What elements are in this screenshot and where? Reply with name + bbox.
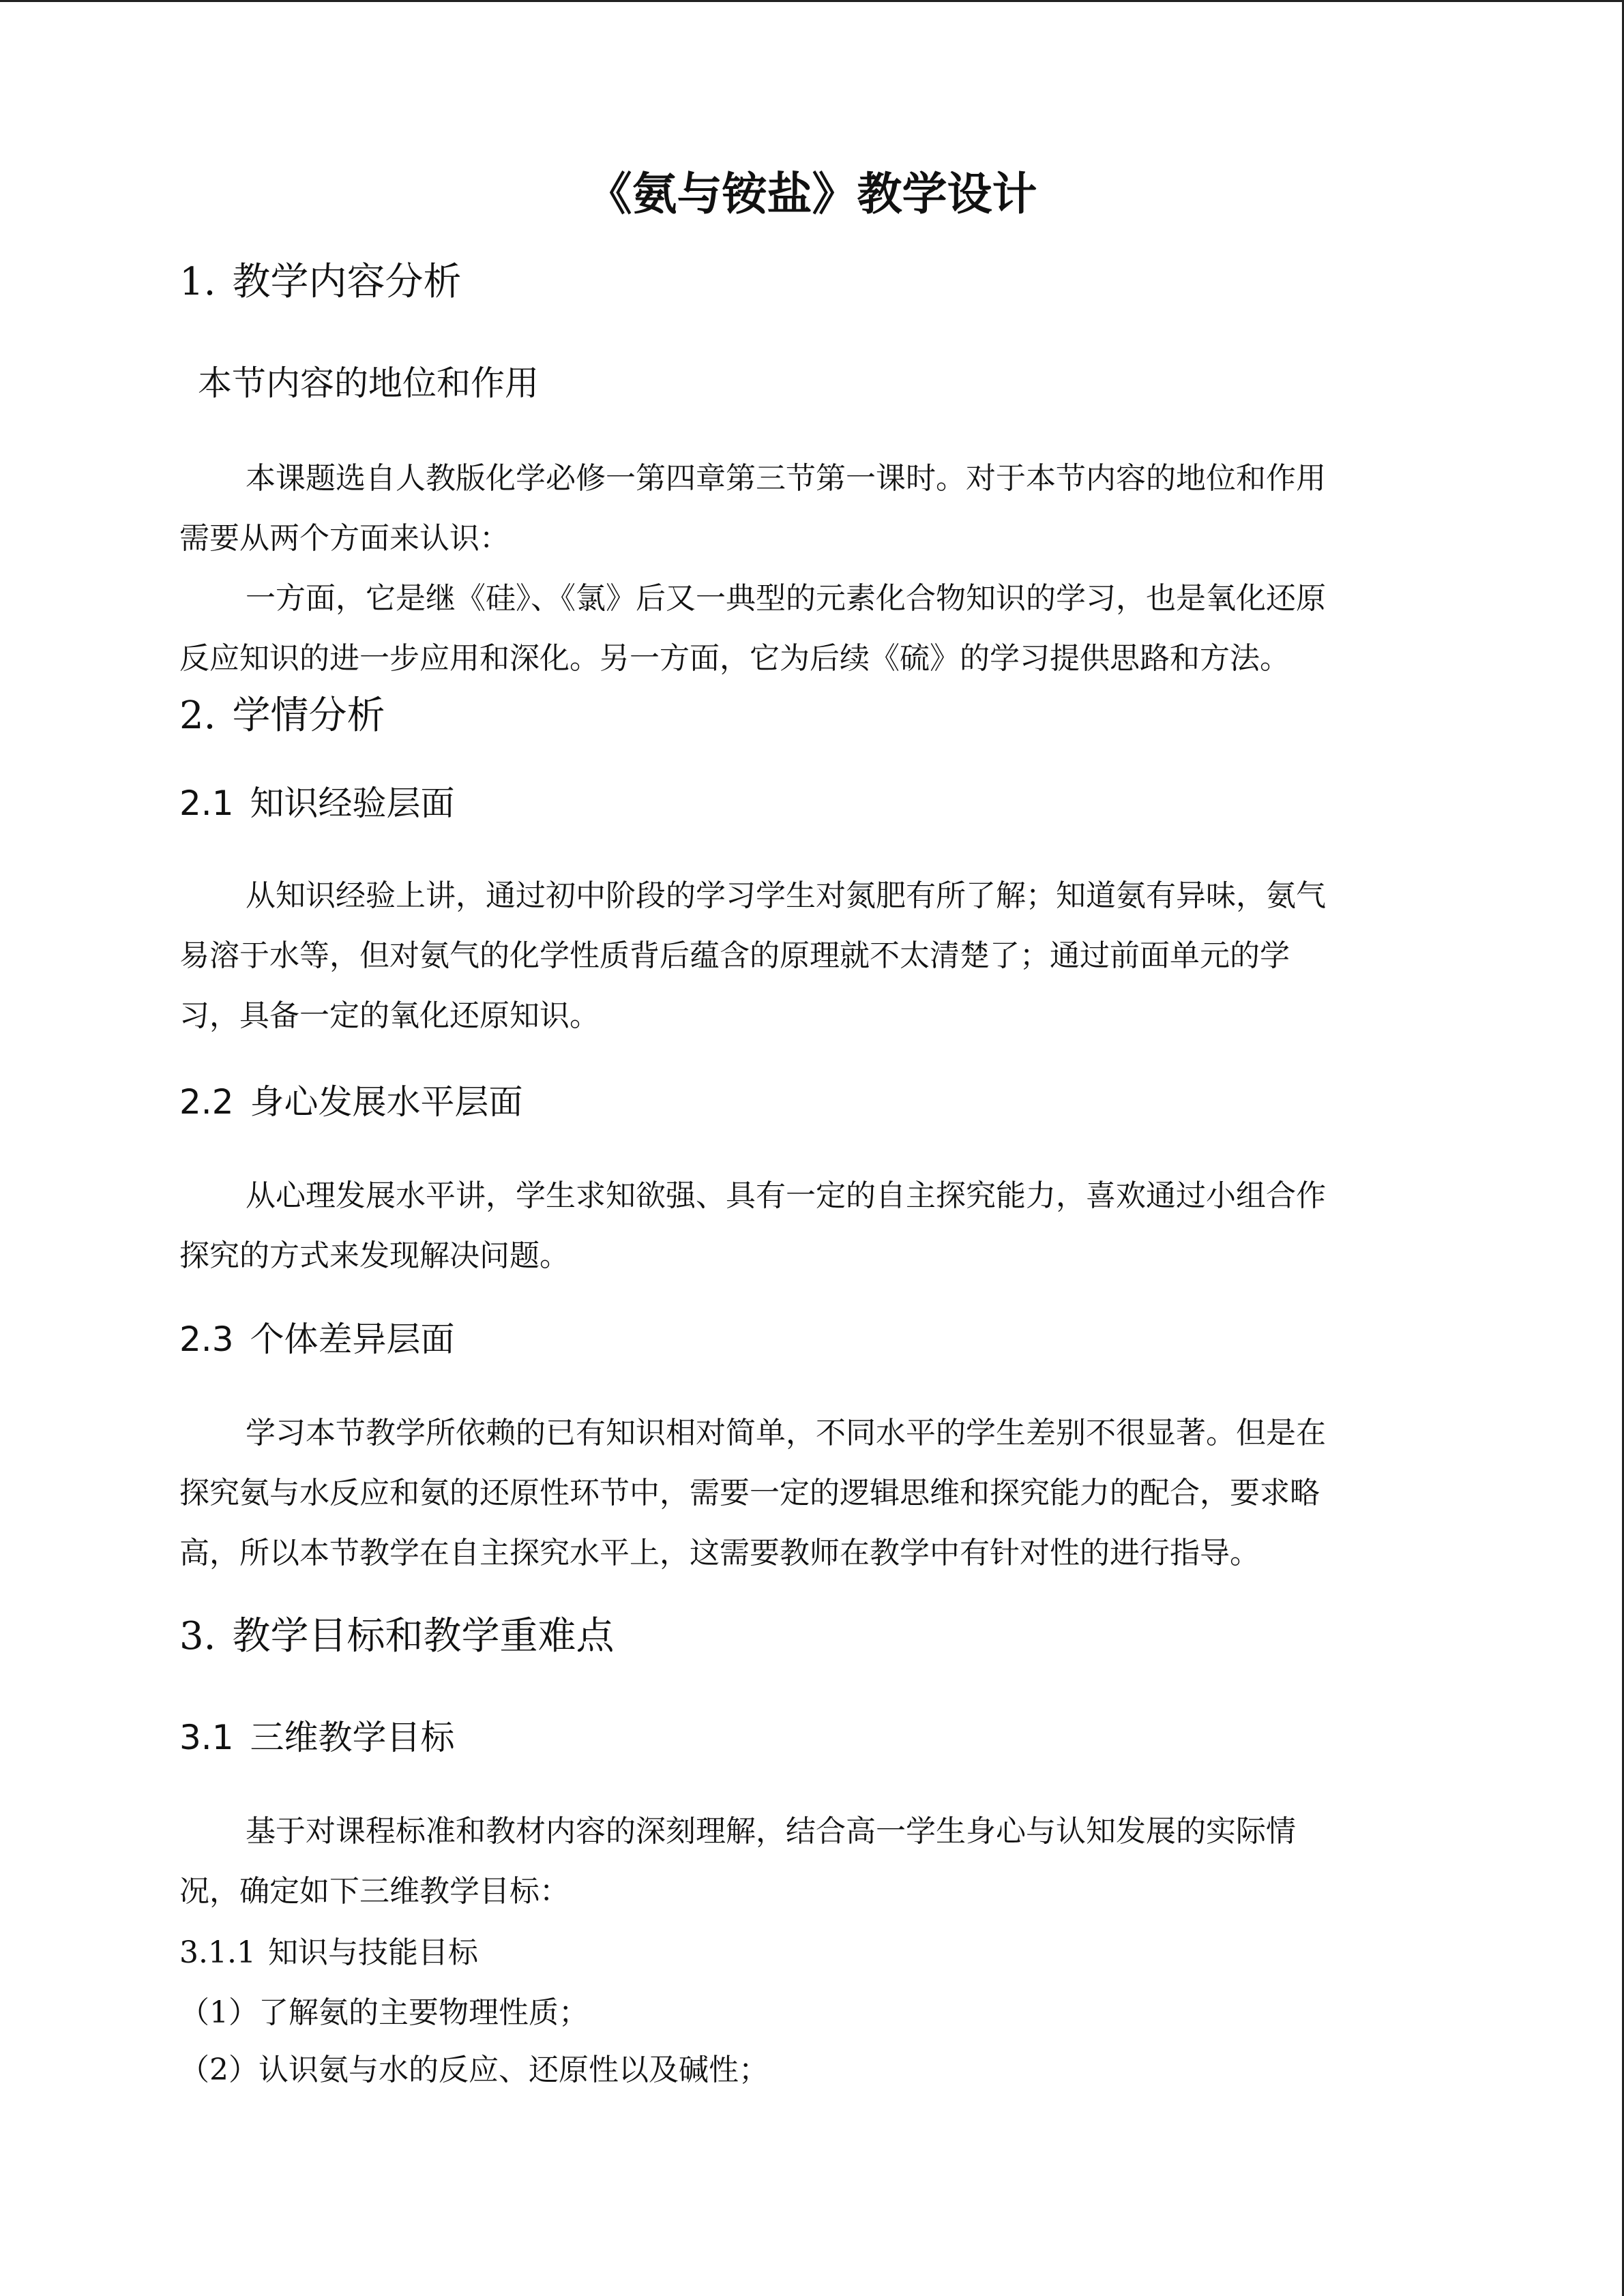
- paragraph-line: 需要从两个方面来认识：: [179, 521, 510, 556]
- paragraph-line: 反应知识的进一步应用和深化。另一方面，它为后续《硫》的学习提供思路和方法。: [179, 641, 1290, 676]
- paragraph-line: 探究的方式来发现解决问题。: [179, 1238, 570, 1273]
- subsection-2-3-heading: [179, 1315, 455, 1364]
- subsection-3-1-1-heading: [179, 1931, 478, 1975]
- subsection-2-1-number: 2.1: [179, 784, 234, 823]
- subsection-2-3-title: 个体差异层面: [250, 1320, 455, 1359]
- list-item: （2）认识氨与水的反应、还原性以及碱性；: [179, 2053, 769, 2087]
- section-3-title: 教学目标和教学重难点: [232, 1614, 615, 1658]
- paragraph-line: 基于对课程标准和教材内容的深刻理解，结合高一学生身心与认知发展的实际情: [246, 1814, 1296, 1849]
- subsection-2-3-number: 2.3: [179, 1320, 234, 1359]
- section-2-number: 2.: [179, 694, 216, 738]
- section-2-heading: [179, 689, 385, 743]
- paragraph-line: 一方面，它是继《硅》、《氯》后又一典型的元素化合物知识的学习，也是氧化还原: [246, 581, 1326, 616]
- subsection-3-1-title: 三维教学目标: [250, 1718, 455, 1757]
- paragraph-line: 从心理发展水平讲，学生求知欲强、具有一定的自主探究能力，喜欢通过小组合作: [246, 1178, 1326, 1213]
- subsection-2-1-heading: [179, 779, 455, 828]
- document-title: 《氨与铵盐》教学设计: [587, 168, 1037, 220]
- section-3-heading: [179, 1609, 614, 1664]
- subsection-3-1-1-number: 3.1.1: [179, 1935, 256, 1970]
- section-1-number: 1.: [179, 260, 216, 304]
- subsection-2-2-number: 2.2: [179, 1082, 234, 1122]
- paragraph-line: 学习本节教学所依赖的已有知识相对简单，不同水平的学生差别不很显著。但是在: [246, 1416, 1326, 1450]
- section-2-title: 学情分析: [232, 694, 385, 738]
- subsection-3-1-number: 3.1: [179, 1718, 234, 1757]
- subsection-2-2-title: 身心发展水平层面: [250, 1082, 523, 1122]
- section-1-title: 教学内容分析: [232, 260, 462, 304]
- paragraph-line: 况，确定如下三维教学目标：: [179, 1874, 570, 1909]
- paragraph-line: 探究氨与水反应和氨的还原性环节中，需要一定的逻辑思维和探究能力的配合，要求略: [179, 1476, 1320, 1510]
- subsection-3-1-heading: [179, 1713, 455, 1762]
- subsection-2-1-title: 知识经验层面: [250, 784, 455, 823]
- top-border-line: [0, 0, 1624, 2]
- paragraph-line: 习，具备一定的氧化还原知识。: [179, 998, 600, 1033]
- subsection-3-1-1-title: 知识与技能目标: [267, 1935, 478, 1970]
- section-1-subheading: 本节内容的地位和作用: [198, 363, 539, 403]
- list-item: （1）了解氨的主要物理性质；: [179, 1995, 589, 2030]
- paragraph-line: 易溶于水等，但对氨气的化学性质背后蕴含的原理就不太清楚了；通过前面单元的学: [179, 938, 1290, 973]
- paragraph-line: 高，所以本节教学在自主探究水平上，这需要教师在教学中有针对性的进行指导。: [179, 1536, 1260, 1570]
- paragraph-line: 本课题选自人教版化学必修一第四章第三节第一课时。对于本节内容的地位和作用: [246, 461, 1326, 496]
- section-3-number: 3.: [179, 1614, 216, 1658]
- subsection-2-2-heading: [179, 1077, 523, 1127]
- paragraph-line: 从知识经验上讲，通过初中阶段的学习学生对氮肥有所了解；知道氨有异味，氨气: [246, 878, 1326, 913]
- section-1-heading: [179, 255, 461, 310]
